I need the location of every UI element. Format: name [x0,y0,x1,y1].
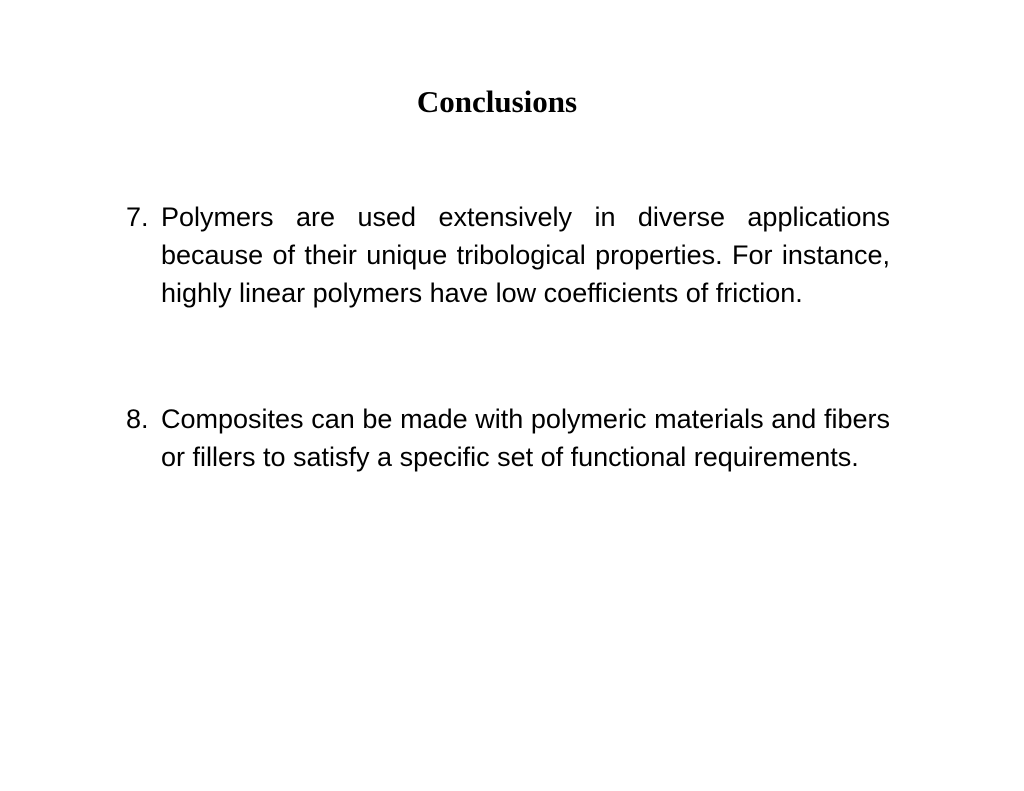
list-item [126,198,890,312]
list-item-text: Composites can be made with polymeric materials and fibers or fillers to satisfy a specific set of functional requirements. [161,404,890,472]
list-item-text: Polymers are used extensively in diverse applications because of their unique tribological properties. For instance, highly linear polymers have low coefficients of friction. [161,202,890,308]
list-item-number: 7. [126,202,149,232]
list-item [126,400,890,476]
slide-title: Conclusions [416,84,578,119]
list-item-number: 8. [126,404,149,434]
